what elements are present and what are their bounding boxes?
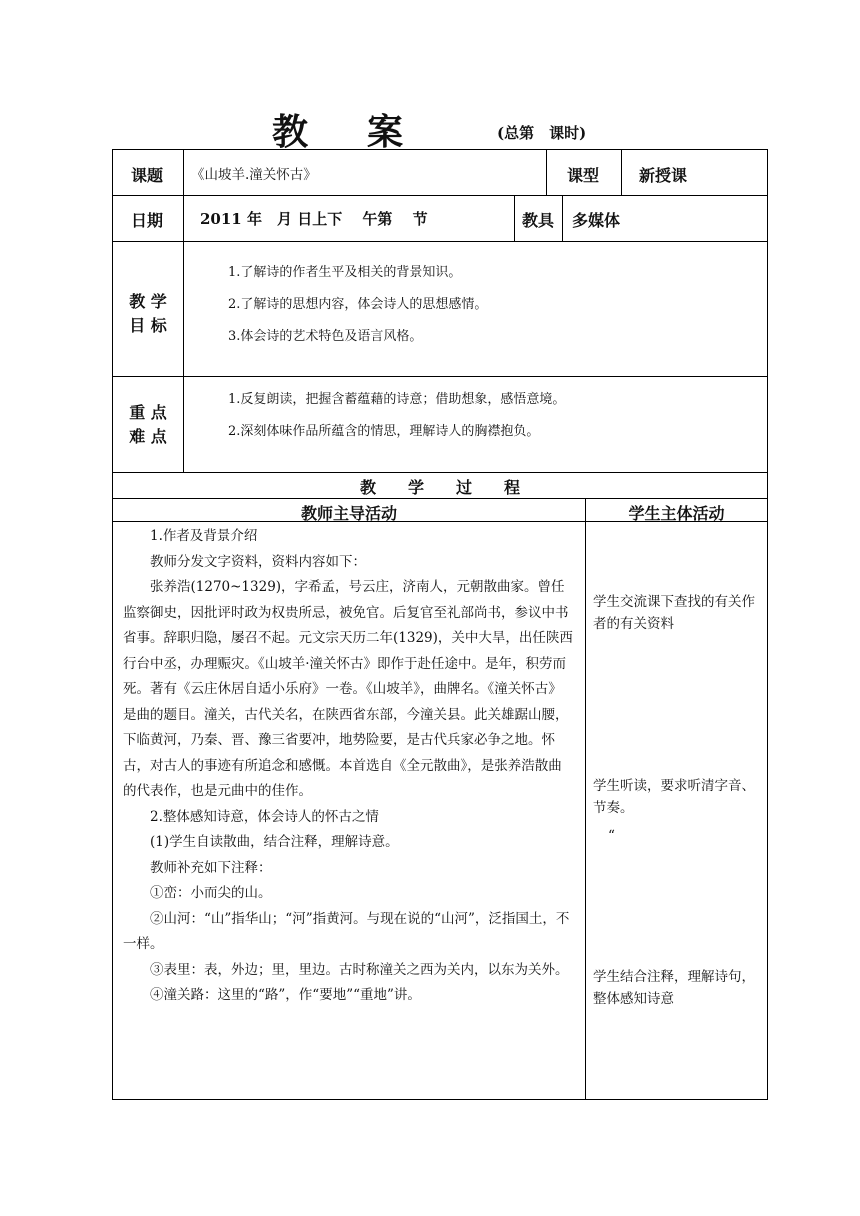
date-label: 日期 xyxy=(131,211,164,230)
teacher-activity xyxy=(123,524,575,1009)
process-heading: 教 学 过 程 xyxy=(359,478,520,497)
title-char-1: 教 xyxy=(272,111,309,153)
keypoint-item: 1.反复朗读，把握含蓄蕴藉的诗意；借助想象，感悟意境。 xyxy=(228,392,566,407)
goal-item: 3.体会诗的艺术特色及语言风格。 xyxy=(228,329,423,344)
goals-label-line1: 教 学 xyxy=(129,292,167,311)
tools-value: 多媒体 xyxy=(572,211,621,230)
student-note: 学生交流课下查找的有关作者的有关资料 xyxy=(593,594,755,632)
teacher-paragraph: 2.整体感知诗意，体会诗人的怀古之情 xyxy=(150,808,379,825)
page-title xyxy=(0,100,860,153)
goal-item: 2.了解诗的思想内容，体会诗人的思想感情。 xyxy=(228,297,488,312)
lesson-plan-table xyxy=(112,149,768,1100)
col-divider xyxy=(514,195,515,241)
teacher-paragraph: (1)学生自读散曲，结合注释，理解诗意。 xyxy=(150,834,399,850)
goals-label xyxy=(114,290,182,338)
col-divider xyxy=(585,498,586,1099)
teacher-paragraph: 教师分发文字资料，资料内容如下： xyxy=(150,553,366,570)
type-value: 新授课 xyxy=(639,166,688,185)
student-note: 学生听读，要求听清字音、节奏。 xyxy=(593,778,755,816)
row-divider xyxy=(113,472,767,473)
col-divider xyxy=(621,150,622,195)
col-divider xyxy=(546,150,547,195)
tools-label: 教具 xyxy=(522,211,555,230)
student-note: “ xyxy=(608,828,615,844)
keypoints-label-line1: 重 点 xyxy=(129,403,167,422)
type-label: 课型 xyxy=(567,166,600,185)
row-divider xyxy=(113,241,767,242)
teacher-paragraph: ④潼关路：这里的“路”，作“要地”“重地”讲。 xyxy=(150,987,421,1003)
teacher-paragraph: ①峦：小而尖的山。 xyxy=(150,885,272,901)
keypoints-label xyxy=(114,401,182,449)
teacher-paragraph: 张养浩(1270~1329)，字希孟，号云庄，济南人，元朝散曲家。曾任监察御史，因批评时政为权贵所忌，被免官。后复官至礼部尚书，参议中书省事。辞职归隐，屡召不起。元文宗天历二年(1329)，关中大旱，出任陕西行台中丞，办理赈灾。《山坡羊·潼关怀古》即作于赴任途中。是年，积劳而死。著有《云庄休居自适小乐府》一卷。《山坡羊》，曲牌名。《潼关怀古》是曲的题目。潼关，古代关名，在陕西省东部，今潼关县。此关雄踞山腰，下临黄河，乃秦、晋、豫三省要冲，地势险要，是古代兵家必争之地。怀古，对古人的事迹有所追念和感慨。本首选自《全元散曲》，是张养浩散曲的代表作，也是元曲中的佳作。 xyxy=(123,579,573,799)
row-divider xyxy=(113,195,767,196)
goal-item: 1.了解诗的作者生平及相关的背景知识。 xyxy=(228,265,462,280)
teacher-paragraph: 1.作者及背景介绍 xyxy=(150,528,258,544)
teacher-column-header: 教师主导活动 xyxy=(300,504,397,523)
teacher-paragraph: 教师补充如下注释： xyxy=(150,859,272,876)
student-column-header: 学生主体活动 xyxy=(628,504,725,523)
topic-value: 《山坡羊.潼关怀古》 xyxy=(191,167,317,183)
teacher-paragraph: ③表里：表，外边；里，里边。古时称潼关之西为关内，以东为关外。 xyxy=(150,961,569,978)
row-divider xyxy=(113,376,767,377)
teacher-paragraph: ②山河：“山”指华山；“河”指黄河。与现在说的“山河”，泛指国土，不一样。 xyxy=(123,910,570,952)
col-divider xyxy=(183,150,184,472)
topic-label: 课题 xyxy=(131,166,164,185)
title-subtitle: (总第 课时) xyxy=(497,124,587,142)
goals-label-line2: 目 标 xyxy=(129,316,167,335)
keypoint-item: 2.深刻体味作品所蕴含的情思，理解诗人的胸襟抱负。 xyxy=(228,424,540,439)
col-divider xyxy=(562,195,563,241)
title-char-2: 案 xyxy=(367,111,404,153)
keypoints-label-line2: 难 点 xyxy=(129,427,167,446)
row-divider xyxy=(113,498,767,499)
date-value: 2011 年 月 日上下 午第 节 xyxy=(200,210,428,228)
student-note: 学生结合注释，理解诗句，整体感知诗意 xyxy=(593,969,755,1007)
